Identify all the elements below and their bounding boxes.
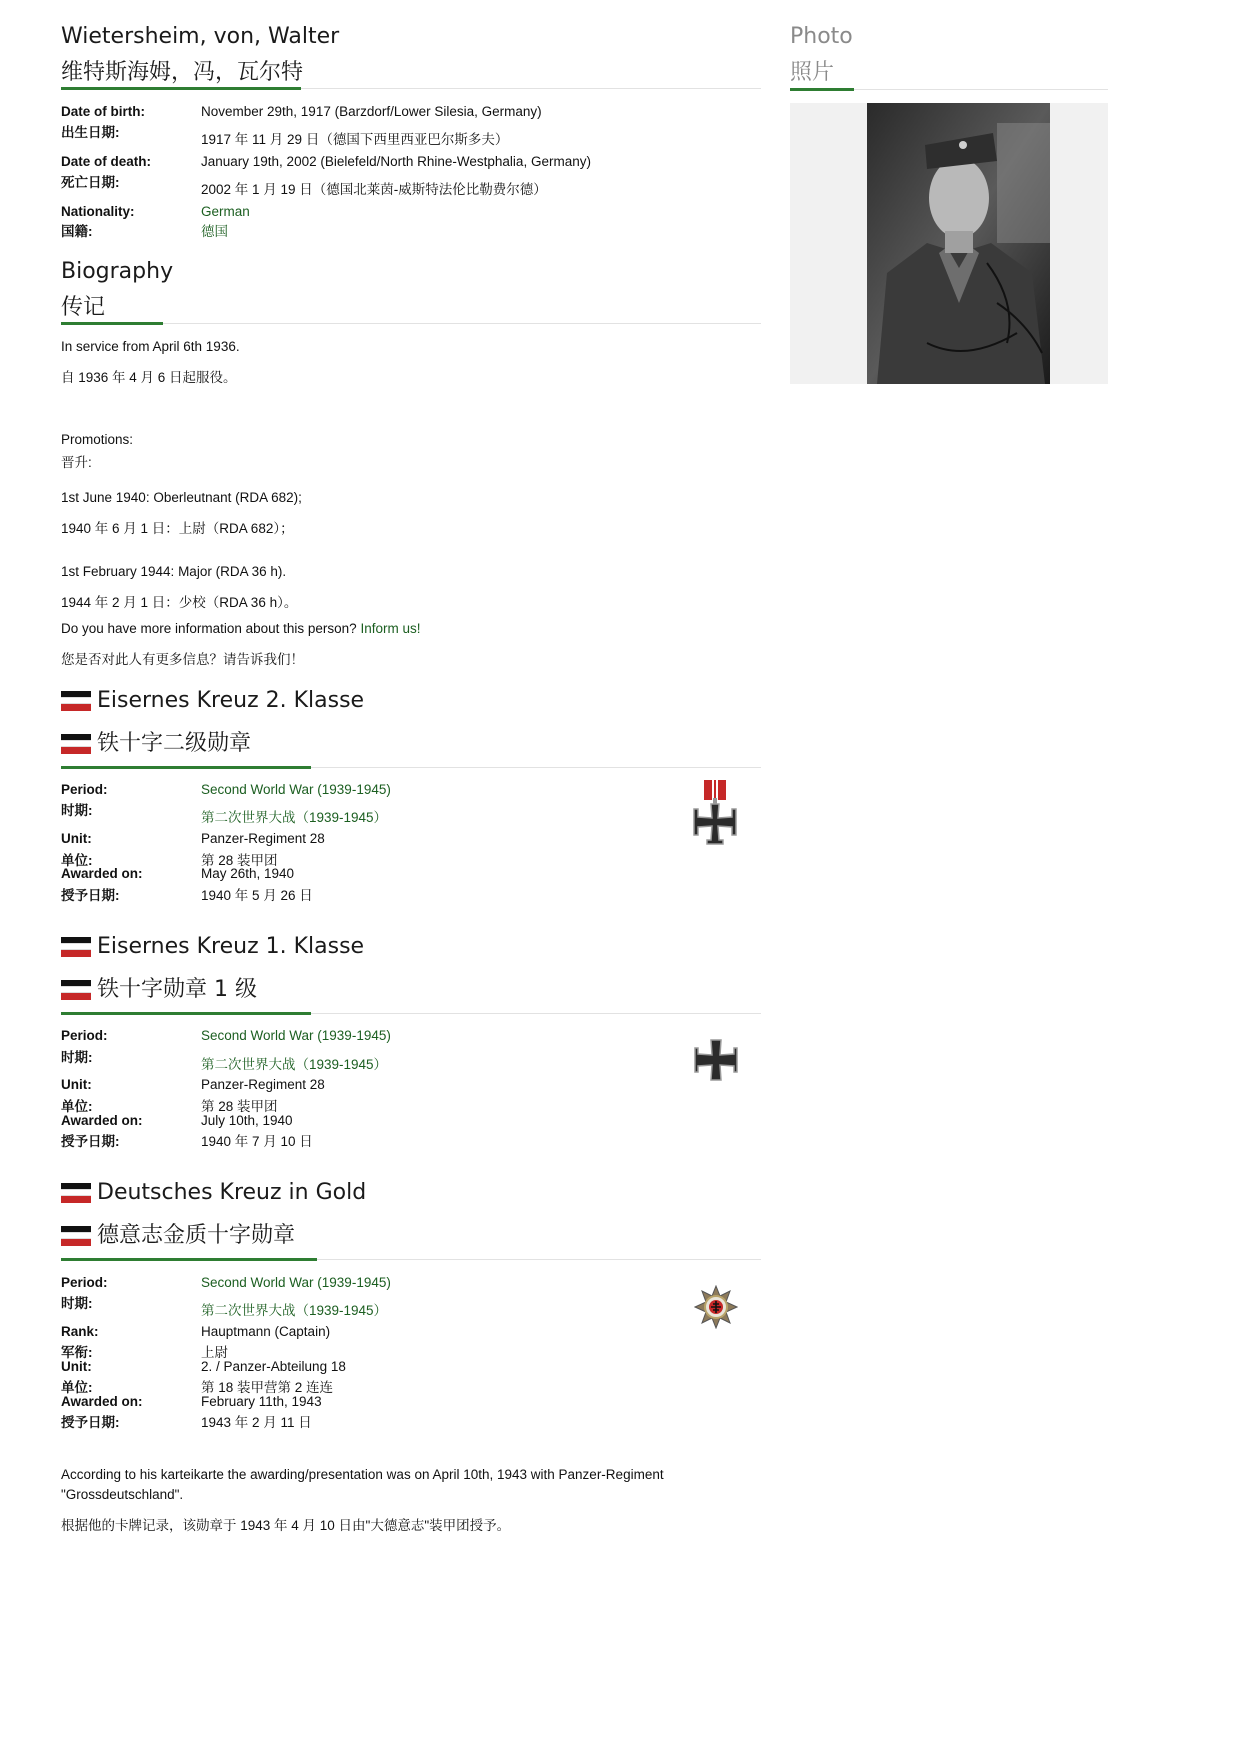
more-info-question: Do you have more information about this person?	[61, 621, 357, 636]
award-1-unit-en: Panzer-Regiment 28	[201, 831, 325, 846]
award-1-title-zh	[61, 726, 251, 757]
german-flag-icon	[61, 980, 91, 1000]
award-3-unit-zh: 第 18 装甲营第 2 连连	[201, 1380, 334, 1395]
award-2-awarded-en: July 10th, 1940	[201, 1113, 293, 1128]
biography-accent	[61, 322, 163, 325]
award-1-awarded-zh: 1940 年 5 月 26 日	[201, 888, 313, 903]
award-3-rank-en: Hauptmann (Captain)	[201, 1324, 331, 1339]
award-2-period-zh[interactable]: 第二次世界大战（1939-1945）	[201, 1057, 388, 1072]
award-1-period-zh[interactable]: 第二次世界大战（1939-1945）	[201, 810, 388, 825]
nationality-value-en[interactable]: German	[201, 204, 250, 219]
award-2-period-label-en: Period:	[61, 1028, 108, 1043]
award-2-period-label-zh: 时期:	[61, 1050, 93, 1065]
footnote-line-1-en: According to his karteikarte the awarding/presentation was on April 10th, 1943 with Panzer-Regiment	[61, 1467, 664, 1482]
award-2-title-zh	[61, 972, 257, 1003]
award-2-accent	[61, 1012, 311, 1015]
award-3-awarded-label-zh: 授予日期:	[61, 1415, 120, 1430]
german-flag-icon	[61, 691, 91, 711]
more-info-text	[61, 621, 420, 636]
german-flag-icon	[61, 1226, 91, 1246]
birth-label-en: Date of birth:	[61, 104, 145, 119]
promotions-label-zh: 晋升:	[61, 455, 92, 470]
award-3-unit-label-en: Unit:	[61, 1359, 92, 1374]
nationality-label-en: Nationality:	[61, 204, 135, 219]
award-2-unit-zh: 第 28 装甲团	[201, 1099, 278, 1114]
german-flag-icon	[61, 734, 91, 754]
german-cross-gold-icon	[694, 1285, 738, 1329]
award-2-period-en[interactable]: Second World War (1939-1945)	[201, 1028, 391, 1043]
photo-frame	[790, 103, 1108, 384]
award-3-title-zh	[61, 1218, 295, 1249]
award-1-unit-label-zh: 单位:	[61, 853, 93, 868]
biography-title-zh: 传记	[61, 295, 106, 320]
death-value-zh: 2002 年 1 月 19 日（德国北莱茵-威斯特法伦比勒费尔德）	[201, 182, 547, 197]
award-3-rank-label-en: Rank:	[61, 1324, 99, 1339]
award-3-rank-zh: 上尉	[201, 1345, 228, 1360]
award-1-awarded-label-en: Awarded on:	[61, 866, 143, 881]
award-3-title-text-en: Deutsches Kreuz in Gold	[97, 1180, 367, 1205]
birth-label-zh: 出生日期:	[61, 125, 120, 140]
award-3-period-zh[interactable]: 第二次世界大战（1939-1945）	[201, 1303, 388, 1318]
award-1-awarded-label-zh: 授予日期:	[61, 888, 120, 903]
footnote-line-2-en: "Grossdeutschland".	[61, 1487, 184, 1502]
promotion-2-en: 1st February 1944: Major (RDA 36 h).	[61, 564, 287, 579]
german-flag-icon	[61, 937, 91, 957]
award-1-title-en	[61, 688, 364, 713]
award-2-awarded-label-zh: 授予日期:	[61, 1134, 120, 1149]
service-text-en: In service from April 6th 1936.	[61, 339, 240, 354]
award-3-awarded-zh: 1943 年 2 月 11 日	[201, 1415, 312, 1430]
award-3-period-label-en: Period:	[61, 1275, 108, 1290]
promotion-1-zh: 1940 年 6 月 1 日：上尉（RDA 682）；	[61, 521, 294, 536]
service-text-zh: 自 1936 年 4 月 6 日起服役。	[61, 370, 237, 385]
death-label-en: Date of death:	[61, 154, 152, 169]
award-3-unit-en: 2. / Panzer-Abteilung 18	[201, 1359, 346, 1374]
person-name-en: Wietersheim, von, Walter	[61, 24, 340, 49]
award-2-unit-label-zh: 单位:	[61, 1099, 93, 1114]
award-1-title-text-en: Eisernes Kreuz 2. Klasse	[97, 688, 365, 713]
award-2-title-text-zh: 铁十字勋章 1 级	[97, 977, 257, 1002]
nationality-label-zh: 国籍:	[61, 224, 93, 239]
person-name-zh: 维特斯海姆，冯，瓦尔特	[61, 60, 304, 85]
award-1-period-label-zh: 时期:	[61, 803, 93, 818]
photo-title-zh: 照片	[790, 60, 835, 85]
footnote-zh: 根据他的卡牌记录，该勋章于 1943 年 4 月 10 日由"大德意志"装甲团授予。	[61, 1518, 511, 1533]
award-3-title-en	[61, 1180, 366, 1205]
award-1-accent	[61, 766, 311, 769]
photo-accent	[790, 88, 854, 91]
award-2-awarded-zh: 1940 年 7 月 10 日	[201, 1134, 313, 1149]
award-2-unit-label-en: Unit:	[61, 1077, 92, 1092]
award-1-awarded-en: May 26th, 1940	[201, 866, 295, 881]
death-value-en: January 19th, 2002 (Bielefeld/North Rhine-Westphalia, Germany)	[201, 154, 591, 169]
award-3-unit-label-zh: 单位:	[61, 1380, 93, 1395]
award-3-period-en[interactable]: Second World War (1939-1945)	[201, 1275, 391, 1290]
photo-title-en: Photo	[790, 24, 853, 49]
award-3-period-label-zh: 时期:	[61, 1296, 93, 1311]
nationality-value-zh[interactable]: 德国	[201, 224, 228, 239]
inform-us-link[interactable]: Inform us!	[360, 621, 421, 636]
award-1-period-label-en: Period:	[61, 782, 108, 797]
award-3-accent	[61, 1258, 317, 1261]
award-2-unit-en: Panzer-Regiment 28	[201, 1077, 325, 1092]
award-3-title-text-zh: 德意志金质十字勋章	[97, 1223, 296, 1248]
award-2-title-text-en: Eisernes Kreuz 1. Klasse	[97, 934, 365, 959]
birth-value-zh: 1917 年 11 月 29 日（德国下西里西亚巴尔斯多夫）	[201, 132, 509, 147]
birth-value-en: November 29th, 1917 (Barzdorf/Lower Silesia, Germany)	[201, 104, 542, 119]
more-info-text-zh: 您是否对此人有更多信息？请告诉我们！	[61, 652, 304, 667]
award-1-title-text-zh: 铁十字二级勋章	[97, 731, 252, 756]
promotion-1-en: 1st June 1940: Oberleutnant (RDA 682);	[61, 490, 302, 505]
award-3-rank-label-zh: 军衔:	[61, 1345, 93, 1360]
biography-divider	[61, 323, 761, 324]
award-3-awarded-label-en: Awarded on:	[61, 1394, 143, 1409]
award-1-period-en[interactable]: Second World War (1939-1945)	[201, 782, 391, 797]
award-2-title-en	[61, 934, 364, 959]
death-label-zh: 死亡日期:	[61, 175, 120, 190]
promotion-2-zh: 1944 年 2 月 1 日：少校（RDA 36 h）。	[61, 595, 298, 610]
promotions-label-en: Promotions:	[61, 432, 134, 447]
biography-title-en: Biography	[61, 259, 174, 284]
award-1-unit-label-en: Unit:	[61, 831, 92, 846]
award-1-unit-zh: 第 28 装甲团	[201, 853, 278, 868]
german-flag-icon	[61, 1183, 91, 1203]
award-3-awarded-en: February 11th, 1943	[201, 1394, 322, 1409]
portrait-photo[interactable]	[867, 103, 1050, 384]
iron-cross-ribbon-icon	[692, 780, 738, 846]
header-accent	[61, 87, 301, 90]
award-2-awarded-label-en: Awarded on:	[61, 1113, 143, 1128]
iron-cross-icon	[694, 1038, 738, 1082]
